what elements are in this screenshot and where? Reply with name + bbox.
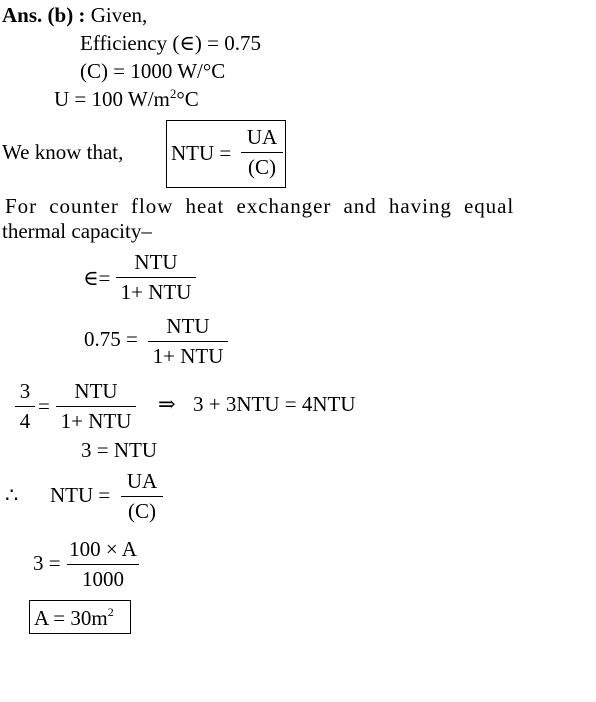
counter-flow-line-2: thermal capacity–: [2, 219, 152, 243]
eq2-numerator: NTU: [166, 314, 210, 338]
ntu-definition-numerator: UA: [246, 125, 278, 149]
eq5-lhs: NTU =: [50, 483, 111, 507]
eq6-numerator: 100 × A: [69, 537, 137, 561]
given-capacity: (C) = 1000 W/°C: [80, 59, 226, 83]
eq2-lhs: 0.75 =: [84, 327, 138, 351]
eq3-rhs-fraction: [56, 381, 136, 432]
u-value-text: U = 100 W/m: [54, 87, 170, 111]
answer-label: Ans. (b) :: [2, 3, 86, 27]
eq4: 3 = NTU: [81, 438, 158, 462]
u-value-exponent: 2: [169, 86, 177, 101]
implies-arrow: ⇒: [158, 392, 176, 416]
result-exponent: 2: [107, 605, 114, 619]
eq3-lhs-denominator: 4: [19, 409, 31, 433]
counter-flow-line-1: For counter flow heat exchanger and having equal: [5, 194, 515, 218]
eq5-numerator: UA: [126, 469, 158, 493]
eq1-numerator: NTU: [134, 250, 178, 274]
answer-heading: [2, 5, 147, 26]
ntu-definition-fraction: [241, 127, 283, 178]
eq2-denominator: 1+ NTU: [152, 344, 224, 368]
eq6-lhs: 3 =: [33, 551, 61, 575]
eq1-fraction: [116, 252, 196, 303]
eq3-lhs-numerator: 3: [19, 379, 31, 403]
eq3-numerator: NTU: [74, 379, 118, 403]
given-label: Given,: [90, 3, 148, 27]
eq3-result: 3 + 3NTU = 4NTU: [193, 392, 356, 416]
eq6-fraction: [67, 539, 139, 590]
eq3-lhs-fraction: [15, 381, 35, 432]
result: [34, 605, 114, 630]
eq2-fraction: [148, 316, 228, 367]
ntu-definition-lhs: NTU =: [171, 141, 232, 165]
therefore-symbol: ∴: [5, 483, 19, 507]
eq5-fraction: [121, 471, 163, 522]
result-text: A = 30m: [34, 606, 108, 630]
given-u-value: [54, 86, 199, 111]
ntu-definition-denominator: (C): [248, 155, 276, 179]
eq3-denominator: 1+ NTU: [60, 409, 132, 433]
u-value-unit: °C: [176, 87, 199, 111]
we-know-that: We know that,: [2, 140, 124, 164]
eq3-equals: =: [38, 394, 50, 418]
eq1-denominator: 1+ NTU: [120, 280, 192, 304]
given-efficiency: Efficiency (∈) = 0.75: [80, 31, 261, 55]
eq6-denominator: 1000: [82, 567, 124, 591]
eq1-lhs: ∈=: [83, 266, 111, 290]
eq5-denominator: (C): [128, 499, 156, 523]
